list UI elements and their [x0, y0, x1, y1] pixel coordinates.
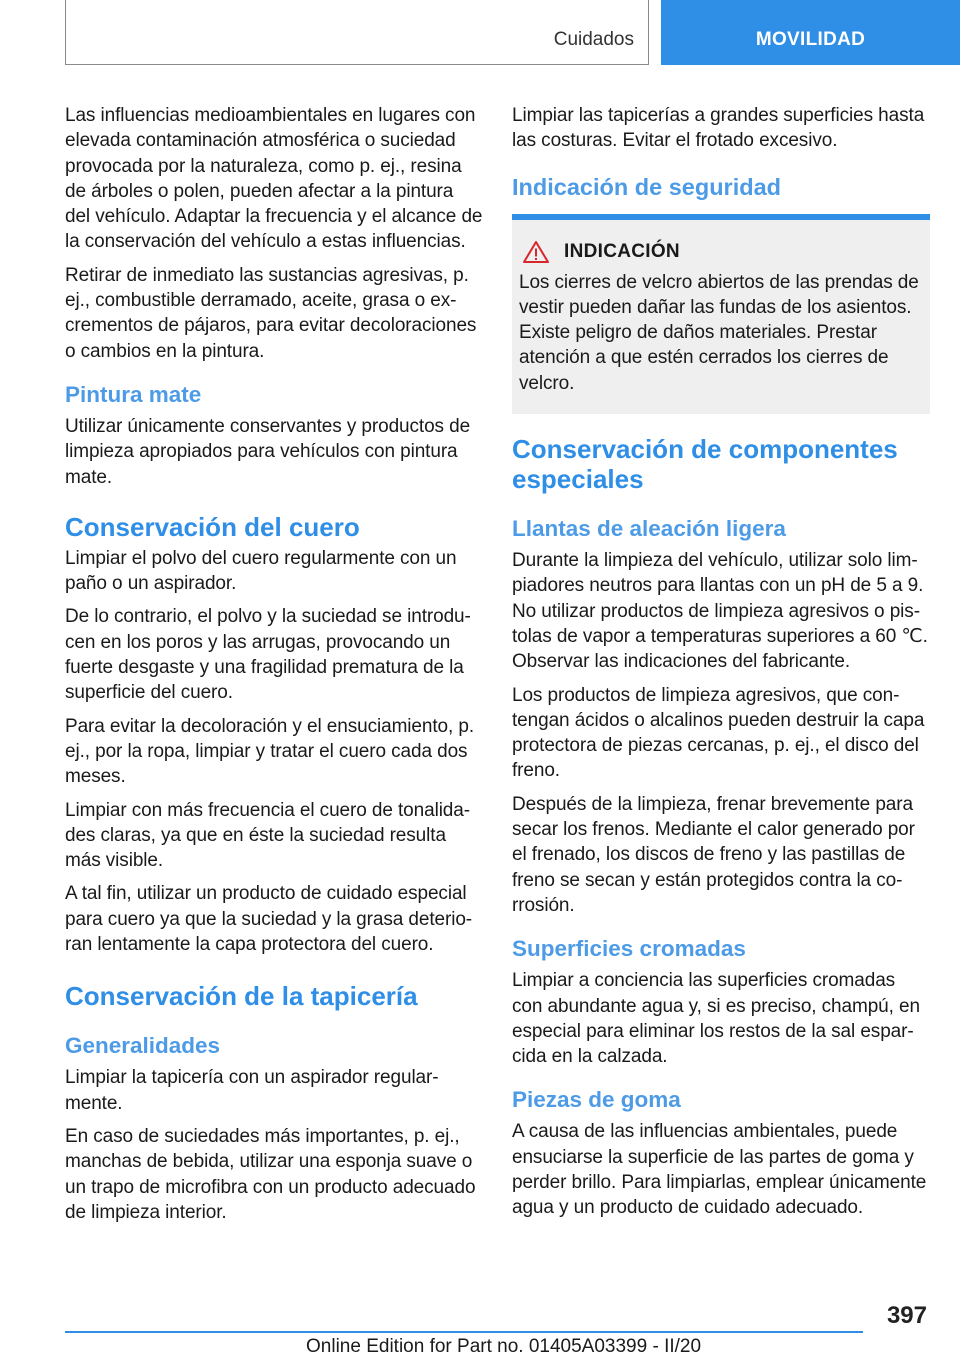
notice-text: Los cierres de velcro abiertos de las prendas de vestir pueden dañar las fundas de los asientos. Existe peligro de daños materiales. Prestar atención a que estén cerrados los cierres de velcro. — [519, 271, 919, 394]
heading-conservacion-cuero: Conservación del cuero — [65, 511, 360, 542]
paragraph-cuero-1: Limpiar el polvo del cuero regularmente con un paño o un aspirador. — [65, 547, 457, 595]
header-chapter-tab — [661, 0, 960, 65]
notice-header — [519, 240, 922, 264]
header-chapter-label: MOVILIDAD — [755, 29, 866, 50]
paragraph-tapicerias: Limpiar las tapicerías a grandes superficies hasta las costuras. Evitar el frotado excesivo. — [512, 105, 925, 152]
heading-pintura-mate: Pintura mate — [65, 381, 202, 407]
paragraph-cromadas: Limpiar a conciencia las superficies cromadas con abundante agua y, si es preciso, champú, en especial para eliminar los restos de la sal esparcida en la calzada. — [512, 970, 920, 1068]
paragraph-goma: A causa de las influencias ambientales, puede ensuciarse la superficie de las partes de goma y perder brillo. Para limpiarlas, emplear únicamente agua y un producto de cuidado adecuado. — [512, 1121, 927, 1219]
heading-piezas-goma: Piezas de goma — [512, 1087, 681, 1113]
paragraph-influencias: Las influencias medioambientales en lugares con elevada contaminación atmosférica o suciedad provocada por la naturaleza, como p. ej., resina de árboles o polen, pueden afectar a la pintura del vehículo. Adaptar la frecuencia y el alcance de la conservación del vehículo a estas influencias. — [65, 105, 483, 253]
notice-title: INDICACIÓN — [564, 240, 680, 262]
heading-llantas: Llantas de aleación ligera — [512, 516, 786, 542]
paragraph-llantas-2: Los productos de limpieza agresivos, que contengan ácidos o alcalinos pueden destruir la capa protectora de piezas cercanas, p. ej., el disco del freno. — [512, 684, 925, 782]
paragraph-cuero-5: A tal fin, utilizar un producto de cuidado especial para cuero ya que la suciedad y la grasa deterioran lentamente la capa protectora del cuero. — [65, 883, 473, 956]
heading-superficies-cromadas: Superficies cromadas — [512, 936, 746, 962]
heading-componentes-especiales: Conservación de componentes especiales — [512, 434, 898, 495]
heading-indicacion-seguridad: Indicación de seguridad — [512, 173, 781, 200]
paragraph-pintura-mate: Utilizar únicamente conservantes y productos de limpieza apropiados para vehículos con pintura mate. — [65, 415, 471, 488]
heading-generalidades: Generalidades — [65, 1033, 221, 1059]
paragraph-cuero-3: Para evitar la decoloración y el ensuciamiento, p. ej., por la ropa, limpiar y tratar el cuero cada dos meses. — [65, 715, 475, 788]
paragraph-llantas-1: Durante la limpieza del vehículo, utilizar solo limpiadores neutros para llantas con un pH de 5 a 9. No utilizar productos de limpieza agresivos o pistolas de vapor a temperaturas superiores a 60 ℃. Observar las indicaciones del fabricante. — [512, 550, 928, 673]
footer-divider — [65, 1331, 863, 1333]
right-column — [512, 103, 930, 1229]
header-section-box — [65, 0, 649, 65]
paragraph-generalidades-1: Limpiar la tapicería con un aspirador regularmente. — [65, 1067, 439, 1114]
safety-notice-box — [512, 214, 930, 414]
heading-conservacion-tapiceria: Conservación de la tapicería — [65, 981, 418, 1012]
paragraph-generalidades-2: En caso de suciedades más importantes, p. ej., manchas de bebida, utilizar una esponja suave o un trapo de microfibra con un producto adecuado de limpieza interior. — [65, 1125, 476, 1223]
paragraph-cuero-4: Limpiar con más frecuencia el cuero de tonalidades claras, ya que en éste la suciedad resulta más visible. — [65, 799, 471, 872]
paragraph-sustancias: Retirar de inmediato las sustancias agresivas, p. ej., combustible derramado, aceite, grasa o excrementos de pájaros, para evitar decoloraciones o cambios en la pintura. — [65, 264, 477, 362]
left-column — [65, 103, 483, 1233]
footer-edition: Online Edition for Part no. 01405A03399 - II/20 — [306, 1336, 702, 1357]
paragraph-cuero-2: De lo contrario, el polvo y la suciedad se introducen en los poros y las arrugas, provocando un fuerte desgaste y una fragilidad prematura de la superficie del cuero. — [65, 606, 471, 704]
warning-triangle-icon — [522, 240, 550, 264]
page-number: 397 — [886, 1302, 927, 1329]
header-section-title: Cuidados — [553, 29, 634, 50]
paragraph-llantas-3: Después de la limpieza, frenar brevemente para secar los frenos. Mediante el calor generado por el frenado, los discos de freno y las pastillas de freno se secan y están protegidos contra la corrosión. — [512, 793, 915, 916]
